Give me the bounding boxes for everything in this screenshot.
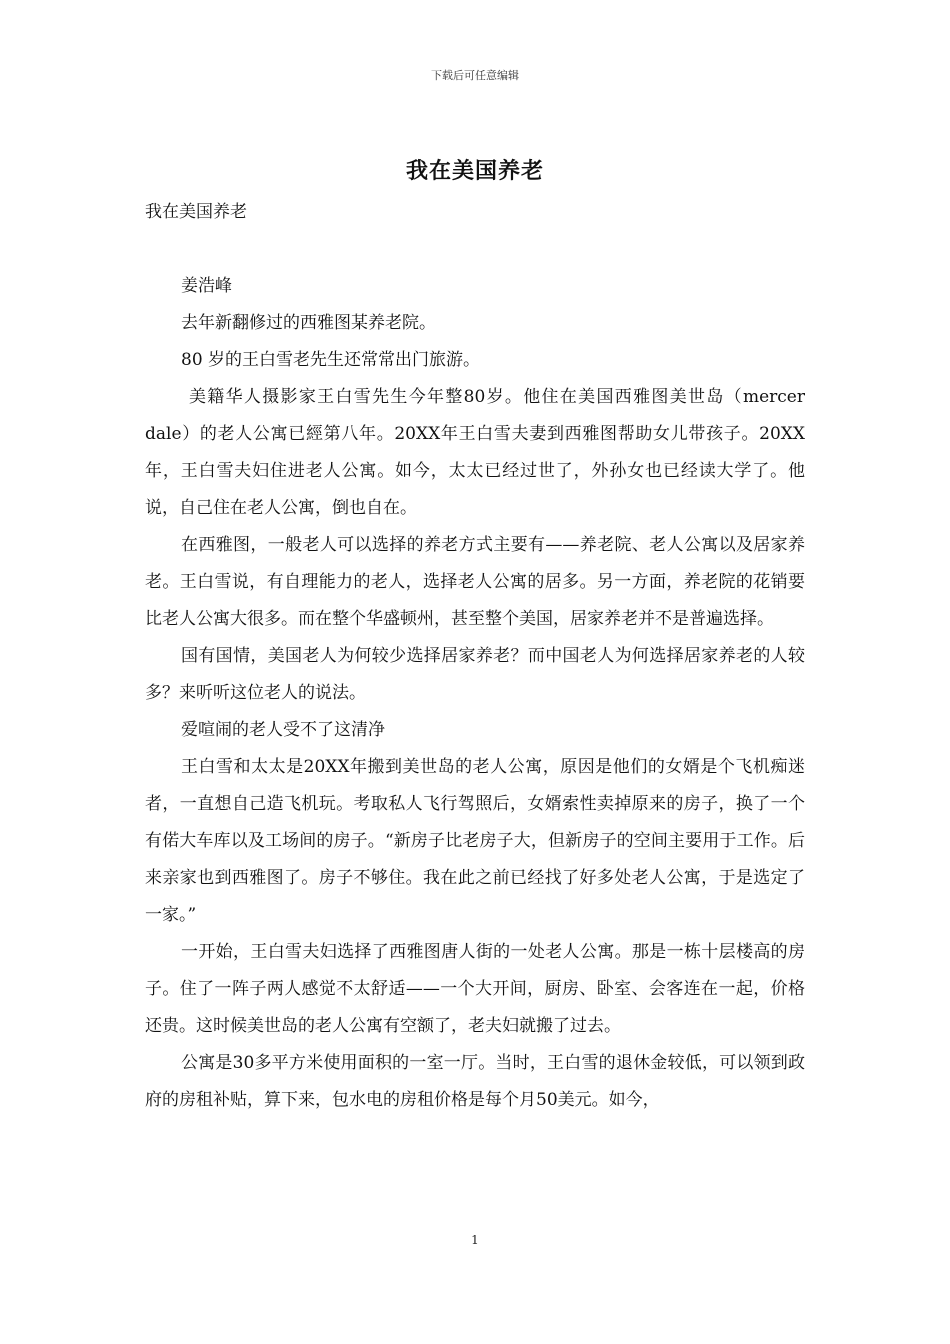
body-paragraph: 王白雪和太太是20XX年搬到美世岛的老人公寓，原因是他们的女婿是个飞机痴迷者，一直想自己造飞机玩。考取私人飞行驾照后，女婿索性卖掉原来的房子，换了一个有偌大车库以及工场间的房子。“新房子比老房子大，但新房子的空间主要用于工作。后来亲家也到西雅图了。房子不够住。我在此之前已经找了好多处老人公寓，于是选定了一家。”	[145, 757, 805, 925]
document-body	[145, 268, 805, 1119]
body-paragraph: 在西雅图，一般老人可以选择的养老方式主要有——养老院、老人公寓以及居家养老。王白雪说，有自理能力的老人，选择老人公寓的居多。另一方面，养老院的花销要比老人公寓大很多。而在整个华盛顿州，甚至整个美国，居家养老并不是普遍选择。	[145, 535, 805, 629]
author-line: 姜浩峰	[181, 276, 232, 296]
body-paragraph: 一开始，王白雪夫妇选择了西雅图唐人街的一处老人公寓。那是一栋十层楼高的房子。住了一阵子两人感觉不太舒适——一个大开间，厨房、卧室、会客连在一起，价格还贵。这时候美世岛的老人公寓有空额了，老夫妇就搬了过去。	[145, 942, 805, 1036]
photo-caption-1: 去年新翻修过的西雅图某养老院。	[181, 313, 436, 333]
document-title: 我在美国养老	[405, 159, 544, 184]
document-subtitle-block	[145, 194, 805, 231]
photo-caption-2: 80 岁的王白雪老先生还常常出门旅游。	[181, 350, 481, 370]
document-subtitle: 我在美国养老	[145, 202, 247, 222]
body-paragraph: 美籍华人摄影家王白雪先生今年整80岁。他住在美国西雅图美世岛（mercer dale）的老人公寓已經第八年。20XX年王白雪夫妻到西雅图帮助女儿带孩子。20XX年，王白雪夫妇住进老人公寓。如今，太太已经过世了，外孙女也已经读大学了。他说，自己住在老人公寓，倒也自在。	[145, 387, 805, 518]
body-paragraph: 公寓是30多平方米使用面积的一室一厅。当时，王白雪的退休金较低，可以领到政府的房租补贴，算下来，包水电的房租价格是每个月50美元。如今，	[145, 1053, 805, 1110]
section-heading: 爱喧闹的老人受不了这清净	[181, 720, 385, 740]
page-number: 1	[471, 1233, 479, 1247]
page-header-note: 下载后可任意编辑	[431, 69, 519, 82]
body-paragraph: 国有国情，美国老人为何较少选择居家养老？而中国老人为何选择居家养老的人较多？来听听这位老人的说法。	[145, 646, 805, 703]
